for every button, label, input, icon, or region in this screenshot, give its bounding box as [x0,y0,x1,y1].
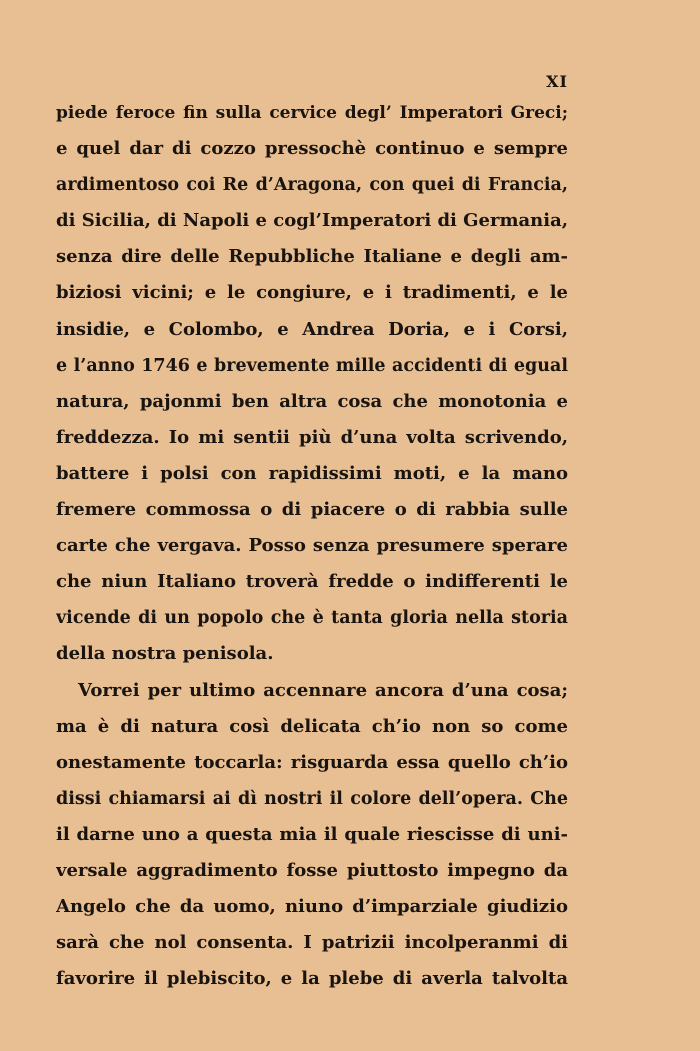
text-line: piede feroce fin sulla cervice degl’ Imperatori Greci; [56,103,568,123]
text-line: il darne uno a questa mia il quale riescisse di uni- [56,823,568,845]
text-line: versale aggradimento fosse piuttosto impegno da [56,859,568,881]
text-line: e l’anno 1746 e brevemente mille accidenti di egual [56,355,568,376]
text-line: sarà che nol consenta. I patrizii incolperanmi di [56,932,568,954]
paragraph-end-line: della nostra penisola. [56,643,274,665]
text-line: carte che vergava. Posso senza presumere sperare [56,535,568,557]
paragraph-start-line: Vorrei per ultimo accennare ancora d’una cosa; [78,679,568,701]
text-line: senza dire delle Repubbliche Italiane e degli am- [56,246,568,268]
text-line: che niun Italiano troverà fredde o indifferenti le [56,571,568,593]
text-line: battere i polsi con rapidissimi moti, e la mano [56,462,568,484]
text-line: onestamente toccarla: risguarda essa quello ch’io [56,751,568,773]
text-line: e quel dar di cozzo pressochè continuo e sempre [56,138,568,160]
text-line: freddezza. Io mi sentii più d’una volta scrivendo, [56,426,568,448]
text-line: ma è di natura così delicata ch’io non so come [56,715,568,737]
page-number: XI [546,72,568,91]
text-line: fremere commossa o di piacere o di rabbia sulle [56,499,568,521]
text-line: di Sicilia, di Napoli e cogl’Imperatori di Germania, [56,210,568,232]
text-line: insidie, e Colombo, e Andrea Doria, e i Corsi, [56,318,568,340]
text-line: dissi chiamarsi ai dì nostri il colore dell’opera. Che [56,788,568,809]
body-text [56,95,568,997]
text-line: natura, pajonmi ben altra cosa che monotonia e [56,390,568,412]
text-line: biziosi vicini; e le congiure, e i tradimenti, e le [56,282,568,304]
text-line: favorire il plebiscito, e la plebe di averla talvolta [56,968,568,990]
text-line: Angelo che da uomo, niuno d’imparziale giudizio [56,896,568,918]
text-line: ardimentoso coi Re d’Aragona, con quei di Francia, [56,175,568,196]
text-line: vicende di un popolo che è tanta gloria nella storia [56,608,568,629]
